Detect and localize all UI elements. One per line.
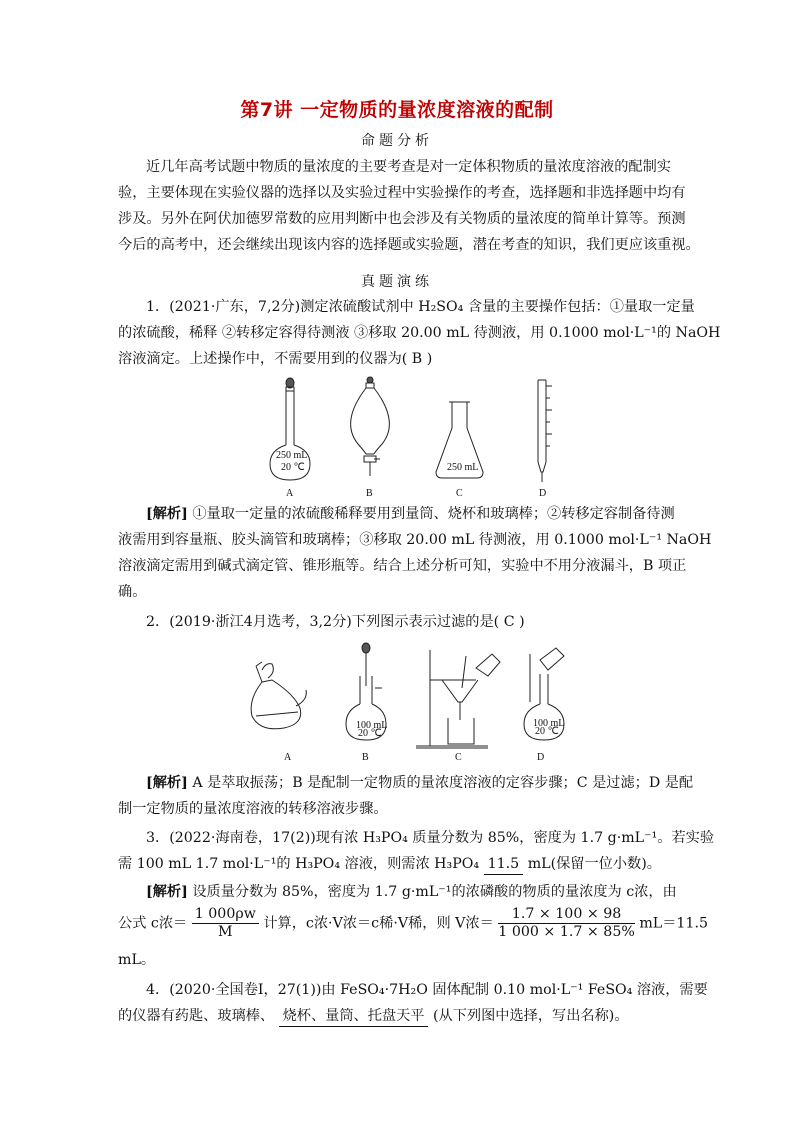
q1-analysis-line-4: 确。 (118, 584, 147, 600)
q4-answer: 烧杯、量筒、托盘天平 (279, 1006, 429, 1027)
q1-analysis-line-3: 溶液滴定需用到碱式滴定管、锥形瓶等。结合上述分析可知，实验中不用分液漏斗，B 项正 (118, 558, 687, 574)
q1-label-c: C (456, 488, 463, 499)
q3-line-1: 3．(2022·海南卷，17(2))现有浓 H₃PO₄ 质量分数为 85%，密度为 1.7 g·mL⁻¹。若实验 (146, 830, 715, 846)
q3-last-line: mL。 (118, 952, 156, 968)
q2-label-b: B (362, 752, 369, 763)
q1-erlenmeyer-volume: 250 mL (447, 462, 479, 473)
q2-line: 2．(2019·浙江4月选考，3,2分)下列图示表示过滤的是( C ) (146, 614, 525, 630)
intro-line-1: 近几年高考试题中物质的量浓度的主要考查是对一定体积物质的量浓度溶液的配制实 (146, 159, 671, 175)
q3-analysis-text-1: 设质量分数为 85%，密度为 1.7 g·mL⁻¹的浓磷酸的物质的量浓度为 c浓，由 (192, 884, 677, 900)
q4-line-2 (118, 1006, 678, 1027)
q2-flask-volume: 100 mL (356, 720, 388, 731)
q4-line-1: 4．(2020·全国卷Ⅰ，27(1))由 FeSO₄·7H₂O 固体配制 0.10 mol·L⁻¹ FeSO₄ 溶液，需要 (146, 982, 708, 998)
page-title: 第7讲 一定物质的量浓度溶液的配制 (240, 99, 554, 121)
q3-formula-line (118, 906, 708, 941)
q1-analysis-line-1 (146, 504, 706, 524)
q3-fraction-1-den: M (218, 924, 233, 940)
q3-formula-pre: 公式 c浓＝ (118, 915, 188, 932)
intro-line-2: 验，主要体现在实验仪器的选择以及实验过程中实验操作的考查，选择题和非选择题中均有 (118, 185, 686, 201)
q3-fraction-1-num: 1 000ρw (192, 906, 259, 924)
q3-line-2-pre: 需 100 mL 1.7 mol·L⁻¹的 H₃PO₄ 溶液，则需浓 H₃PO₄ (118, 856, 480, 872)
q3-line-2 (118, 854, 678, 875)
separatory-funnel-icon (351, 377, 390, 476)
q1-apparatus-figure (0, 372, 794, 502)
q1-line-1: 1．(2021·广东，7,2分)测定浓硫酸试剂中 H₂SO₄ 含量的主要操作包括：①量取一定量 (146, 299, 695, 315)
q2-analysis-text-1: A 是萃取振荡；B 是配制一定物质的量浓度溶液的定容步骤；C 是过滤；D 是配 (192, 775, 694, 791)
q1-analysis-text-1: ①量取一定量的浓硫酸稀释要用到量筒、烧杯和玻璃棒；②转移定容制备待测 (192, 506, 675, 522)
q1-label-d: D (539, 488, 547, 499)
shaking-funnel-icon (251, 662, 306, 729)
q4-line-2-pre: 的仪器有药匙、玻璃棒、 (118, 1008, 275, 1024)
q1-line-3: 溶液滴定。上述操作中，不需要用到的仪器为( B ) (118, 351, 433, 367)
q2-analysis-line-2: 制一定物质的量浓度溶液的转移溶液步骤。 (118, 801, 388, 817)
q3-fraction-2-den: 1 000 × 1.7 × 85% (498, 924, 635, 940)
burette-icon (538, 380, 552, 482)
q2-flask-volume-d: 100 mL (533, 718, 565, 729)
intro-line-3: 涉及。另外在阿伏加德罗常数的应用判断中也会涉及有关物质的量浓度的简单计算等。预测 (118, 211, 686, 227)
q3-analysis-line-1 (146, 882, 706, 902)
q2-label-d: D (537, 752, 545, 763)
q2-analysis-line-1 (146, 773, 706, 793)
q1-flask-volume: 250 mL (276, 450, 308, 461)
q2-label-c: C (455, 752, 462, 763)
q3-fraction-1 (192, 906, 259, 941)
q1-line-2: 的浓硫酸，稀释 ②转移定容得待测液 ③移取 20.00 mL 待测液，用 0.1000 mol·L⁻¹的 NaOH (118, 325, 721, 341)
q3-answer: 11.5 (484, 854, 524, 875)
intro-line-4: 今后的高考中，还会继续出现该内容的选择题或实验题，潜在考查的知识，我们更应该重视。 (118, 237, 700, 253)
q3-line-2-post: mL(保留一位小数)。 (527, 856, 661, 872)
q4-line-2-post: (从下列图中选择，写出名称)。 (433, 1008, 629, 1024)
q3-fraction-2-num: 1.7 × 100 × 98 (498, 906, 635, 924)
q3-fraction-2 (498, 906, 635, 941)
q3-analysis-tag: [解析] (146, 884, 188, 900)
filtration-setup-icon (416, 650, 500, 748)
q3-formula-post: mL＝11.5 (639, 915, 708, 932)
q2-label-a: A (284, 752, 292, 763)
q2-analysis-tag: [解析] (146, 775, 188, 791)
q2-apparatus-figure (0, 640, 794, 765)
q2-flask-temp-d: 20 ℃ (535, 726, 559, 737)
q1-label-b: B (366, 488, 373, 499)
q1-flask-temp: 20 ℃ (281, 462, 305, 473)
q1-analysis-tag: [解析] (146, 506, 188, 522)
q1-label-a: A (286, 488, 294, 499)
q2-flask-temp: 20 ℃ (358, 728, 382, 739)
q3-formula-mid: 计算，c浓·V浓＝c稀·V稀，则 V浓＝ (263, 915, 494, 932)
q1-analysis-line-2: 液需用到容量瓶、胶头滴管和玻璃棒；③移取 20.00 mL 待测液，用 0.1000 mol·L⁻¹ NaOH (118, 532, 712, 548)
section-heading-analysis: 命题分析 (361, 133, 433, 149)
section-heading-practice: 真题演练 (361, 274, 433, 290)
